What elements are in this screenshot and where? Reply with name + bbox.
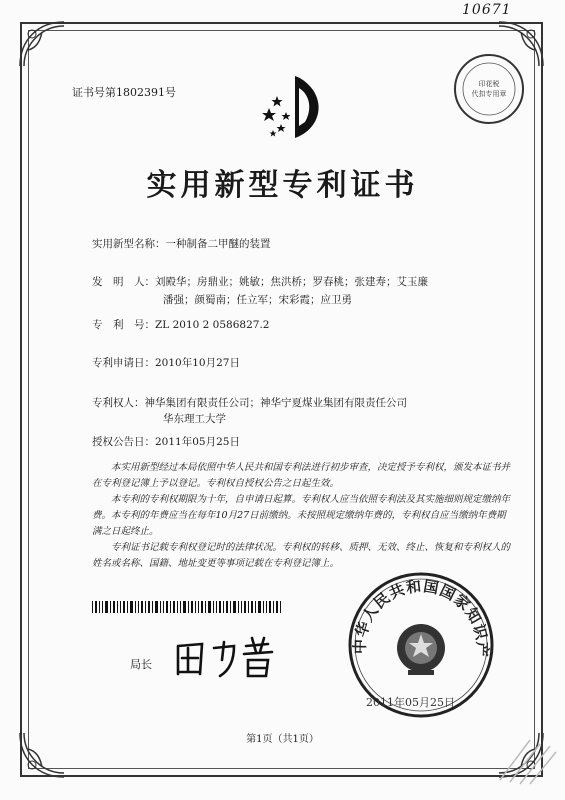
svg-text:代扣专用章: 代扣专用章 <box>471 90 507 98</box>
filing-date-label: 专利申请日： <box>92 357 155 369</box>
grant-date-value: 2011年05月25日 <box>155 436 240 448</box>
certificate-title: 实用新型专利证书 <box>146 168 419 203</box>
director-signature <box>172 632 292 682</box>
statement-paragraph-3 <box>92 540 512 572</box>
handwritten-number: 10671 <box>462 2 512 18</box>
inventors-line-1: 刘殿华；房鼎业；姚敏；焦洪桥；罗春桃；张建寿；艾玉廉 <box>155 276 428 288</box>
patent-number-label: 专 利 号： <box>92 319 155 331</box>
filing-date-value: 2010年10月27日 <box>155 357 240 369</box>
utility-model-name-label: 实用新型名称： <box>92 238 166 250</box>
patent-office-emblem-icon <box>255 68 335 148</box>
utility-model-name-value: 一种制备二甲醚的装置 <box>165 238 271 250</box>
patentee-line-1: 神华集团有限责任公司；神华宁夏煤业集团有限责任公司 <box>144 397 407 409</box>
inventors-label: 发 明 人： <box>92 276 155 288</box>
inventors-line-2: 潘强；颜蜀南；任立军；宋彩霞；应卫勇 <box>163 294 352 306</box>
statement-paragraph-2 <box>92 492 512 540</box>
tax-stamp-seal <box>452 52 526 126</box>
patent-number-value: ZL 2010 2 0586827.2 <box>155 319 270 331</box>
statement-text-2: 本专利的专利权期限为十年，自申请日起算。专利权人应当依照专利法及其实施细则规定缴纳年费。本专利的年费应当在每年10月27日前缴纳。未按照规定缴纳年费的，专利权自应当缴纳年费期满之日起终止。 <box>92 494 511 537</box>
grant-date-row <box>92 434 240 449</box>
filing-date-row <box>92 355 240 370</box>
statement-text-1: 本实用新型经过本局依照中华人民共和国专利法进行初步审查，决定授予专利权，颁发本证书并在专利登记簿上予以登记。专利权自授权公告之日起生效。 <box>92 462 511 489</box>
statement-paragraph-1 <box>92 460 512 492</box>
patentee-label: 专利权人： <box>92 397 145 409</box>
page-number: 第1页（共1页） <box>246 734 319 745</box>
svg-text:中华人民共和国国家知识产权局: 中华人民共和国国家知识产 <box>350 577 492 659</box>
utility-model-name-row <box>92 236 271 251</box>
svg-text:印花税: 印花税 <box>478 80 500 88</box>
seal-date: 2011年05月25日 <box>366 696 455 709</box>
corner-ornament-top-left <box>18 20 66 68</box>
certificate-number: 证书号第1802391号 <box>72 86 176 99</box>
barcode <box>92 598 282 610</box>
patent-number-row <box>92 317 269 332</box>
director-label: 局长 <box>130 658 152 671</box>
patentee-row <box>92 395 407 410</box>
inventors-row <box>92 274 428 289</box>
watermark-scribble <box>490 720 560 790</box>
patentee-line-2: 华东理工大学 <box>163 413 226 425</box>
statement-text-3: 专利证书记载专利权登记时的法律状况。专利权的转移、质押、无效、终止、恢复和专利权人的姓名或名称、国籍、地址变更等事项记载在专利登记簿上。 <box>92 542 511 569</box>
grant-date-label: 授权公告日： <box>92 436 155 448</box>
